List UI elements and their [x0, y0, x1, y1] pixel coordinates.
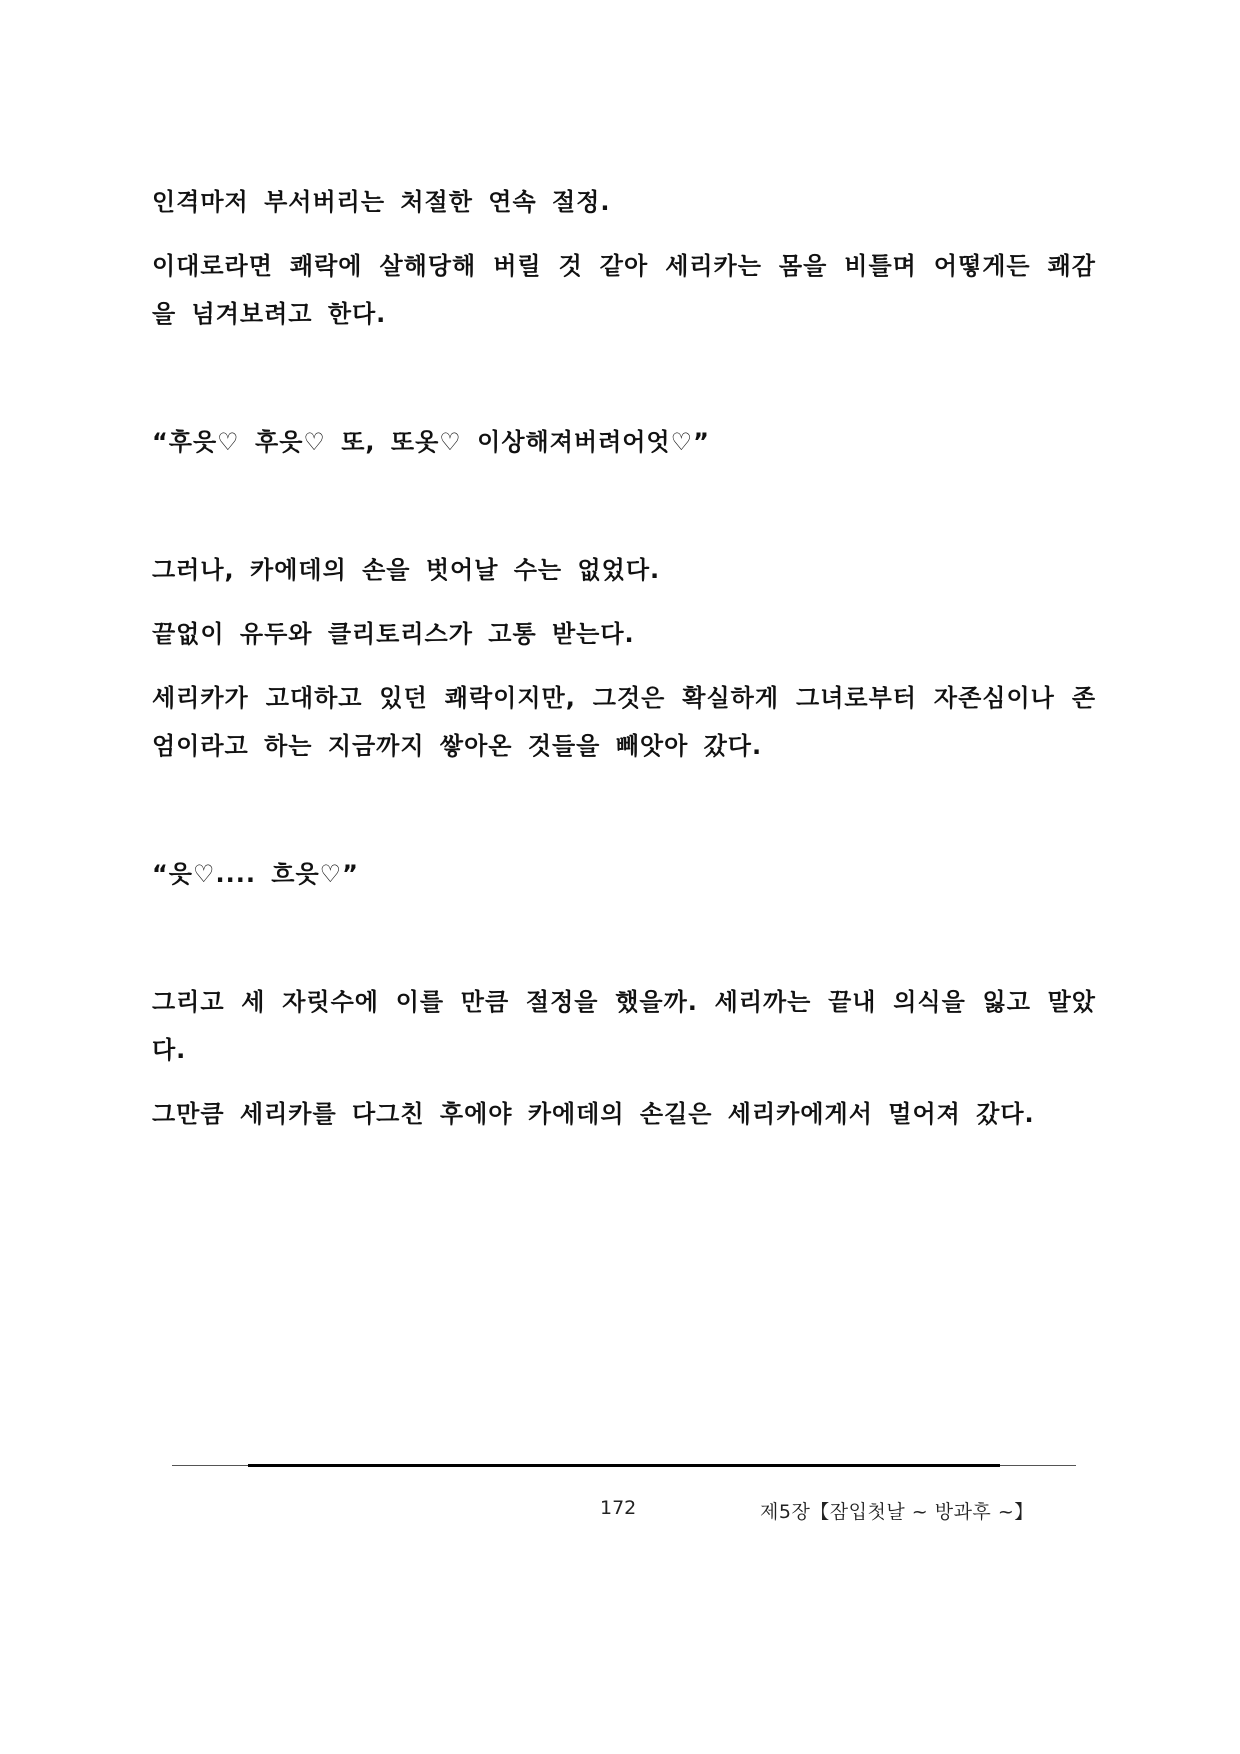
dialogue-line: “후읏♡ 후읏♡ 또, 또옷♡ 이상해져버려어엇♡” [152, 428, 710, 456]
paragraph: 이대로라면 쾌락에 살해당해 버릴 것 같아 세리카는 몸을 비틀며 어떻게든 쾌감을 넘겨보려고 한다. [152, 252, 1096, 328]
paragraph: 그리고 세 자릿수에 이를 만큼 절정을 했을까. 세리까는 끝내 의식을 잃고 말았다. [152, 988, 1096, 1064]
paragraph: 그만큼 세리카를 다그친 후에야 카에데의 손길은 세리카에게서 멀어져 갔다. [152, 1100, 1035, 1128]
paragraph: 인격마저 부서버리는 처절한 연속 절정. [152, 188, 611, 216]
dialogue-line: “읏♡.... 흐읏♡” [152, 860, 359, 888]
body-text [152, 178, 1096, 1154]
chapter-title: 제5장【잠입첫날 ~ 방과후 ~】 [760, 1501, 1034, 1523]
page-number: 172 [600, 1497, 637, 1519]
paragraph: 그러나, 카에데의 손을 벗어날 수는 없었다. [152, 556, 661, 584]
paragraph: 끝없이 유두와 클리토리스가 고통 받는다. [152, 620, 635, 648]
paragraph: 세리카가 고대하고 있던 쾌락이지만, 그것은 확실하게 그녀로부터 자존심이나 존엄이라고 하는 지금까지 쌓아온 것들을 빼앗아 갔다. [152, 684, 1096, 760]
footer-divider-bold [248, 1464, 1000, 1467]
